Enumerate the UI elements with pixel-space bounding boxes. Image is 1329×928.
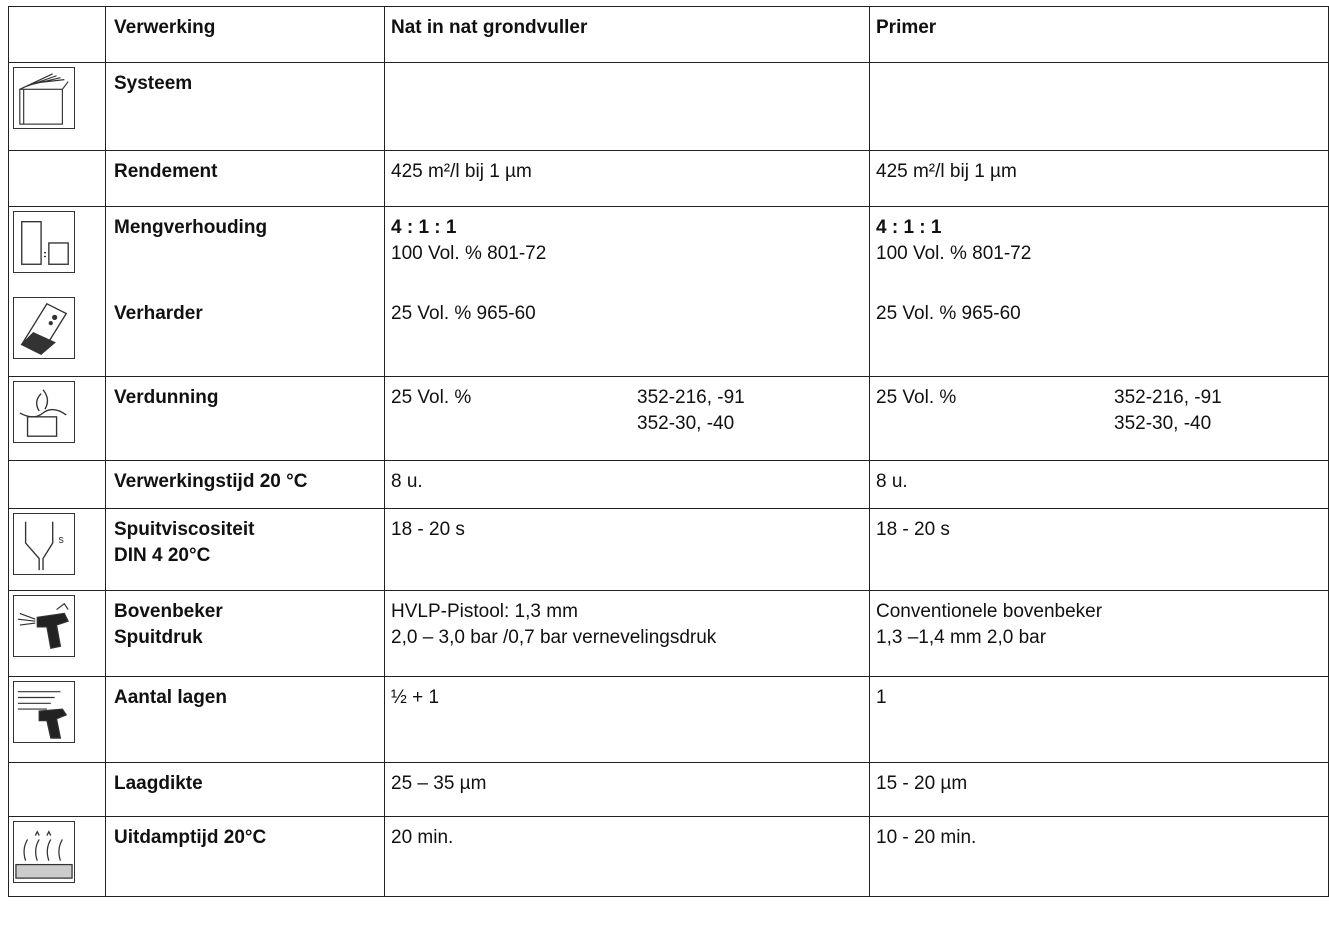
header-icon-cell (9, 7, 106, 63)
value-laagdikte-2: 15 - 20 µm (870, 763, 1329, 817)
value-verdunning-1a: 25 Vol. % (391, 387, 472, 408)
header-grondvuller: Nat in nat grondvuller (385, 7, 870, 63)
row-verdunning (9, 377, 1329, 461)
value-rendement-2: 425 m²/l bij 1 µm (870, 151, 1329, 207)
value-verdunning-2a: 25 Vol. % (876, 387, 957, 408)
value-uitdamptijd-1: 20 min. (385, 817, 870, 897)
label-verwerkingstijd: Verwerkingstijd 20 °C (106, 461, 385, 509)
value-spuitviscositeit-1: 18 - 20 s (385, 509, 870, 591)
viscosity-cup-icon (13, 513, 75, 575)
value-bovenbeker-2b: 1,3 –1,4 mm 2,0 bar (876, 626, 1047, 648)
value-verdunning-2b2: 352-30, -40 (1114, 412, 1212, 434)
value-bovenbeker-1a: HVLP-Pistool: 1,3 mm (391, 601, 578, 622)
value-aantal-lagen-2: 1 (870, 677, 1329, 763)
label-spuitviscositeit: Spuitviscositeit (114, 519, 255, 540)
value-verwerkingstijd-2: 8 u. (870, 461, 1329, 509)
value-laagdikte-1: 25 – 35 µm (385, 763, 870, 817)
value-verdunning-1b2: 352-30, -40 (637, 412, 735, 434)
value-verdunning-2b1: 352-216, -91 (1114, 387, 1222, 408)
label-mengverhouding: Mengverhouding (106, 207, 385, 293)
row-verwerkingstijd (9, 461, 1329, 509)
value-spuitviscositeit-2: 18 - 20 s (870, 509, 1329, 591)
value-aantal-lagen-1: ½ + 1 (385, 677, 870, 763)
label-systeem: Systeem (106, 63, 385, 151)
ratio-1: 4 : 1 : 1 (391, 217, 457, 238)
flash-off-icon (13, 821, 75, 883)
value-bovenbeker-2a: Conventionele bovenbeker (876, 601, 1103, 622)
row-spuitviscositeit (9, 509, 1329, 591)
value-verdunning-1b1: 352-216, -91 (637, 387, 745, 408)
mixing-ratio-icon (13, 211, 75, 273)
value-bovenbeker-1b: 2,0 – 3,0 bar /0,7 bar vernevelingsdruk (391, 626, 717, 648)
value-uitdamptijd-2: 10 - 20 min. (870, 817, 1329, 897)
thinner-icon (13, 381, 75, 443)
row-rendement (9, 151, 1329, 207)
label-uitdamptijd: Uitdamptijd 20°C (106, 817, 385, 897)
row-laagdikte (9, 763, 1329, 817)
value-verwerkingstijd-1: 8 u. (385, 461, 870, 509)
label-rendement: Rendement (106, 151, 385, 207)
value-mengverhouding-2: 100 Vol. % 801-72 (876, 242, 1032, 264)
spray-gun-icon (13, 595, 75, 657)
value-mengverhouding-1: 100 Vol. % 801-72 (391, 242, 547, 264)
label-din4: DIN 4 20°C (114, 544, 211, 566)
header-verwerking: Verwerking (106, 7, 385, 63)
label-aantal-lagen: Aantal lagen (106, 677, 385, 763)
value-verharder-1: 25 Vol. % 965-60 (385, 293, 870, 377)
svg-text:s: s (58, 534, 64, 547)
header-primer: Primer (870, 7, 1329, 63)
spray-layers-icon (13, 681, 75, 743)
row-verharder (9, 293, 1329, 377)
label-laagdikte: Laagdikte (106, 763, 385, 817)
row-systeem (9, 63, 1329, 151)
row-aantal-lagen (9, 677, 1329, 763)
value-systeem-1 (385, 63, 870, 151)
label-verharder: Verharder (106, 293, 385, 377)
row-uitdamptijd (9, 817, 1329, 897)
row-mengverhouding (9, 207, 1329, 293)
book-stack-icon (13, 67, 75, 129)
value-systeem-2 (870, 63, 1329, 151)
label-spuitdruk: Spuitdruk (114, 626, 203, 648)
tds-table (8, 6, 1329, 897)
row-bovenbeker (9, 591, 1329, 677)
label-bovenbeker: Bovenbeker (114, 601, 223, 622)
value-rendement-1: 425 m²/l bij 1 µm (385, 151, 870, 207)
value-verharder-2: 25 Vol. % 965-60 (870, 293, 1329, 377)
hardener-can-icon (13, 297, 75, 359)
ratio-2: 4 : 1 : 1 (876, 217, 942, 238)
header-row (9, 7, 1329, 63)
label-verdunning: Verdunning (106, 377, 385, 461)
